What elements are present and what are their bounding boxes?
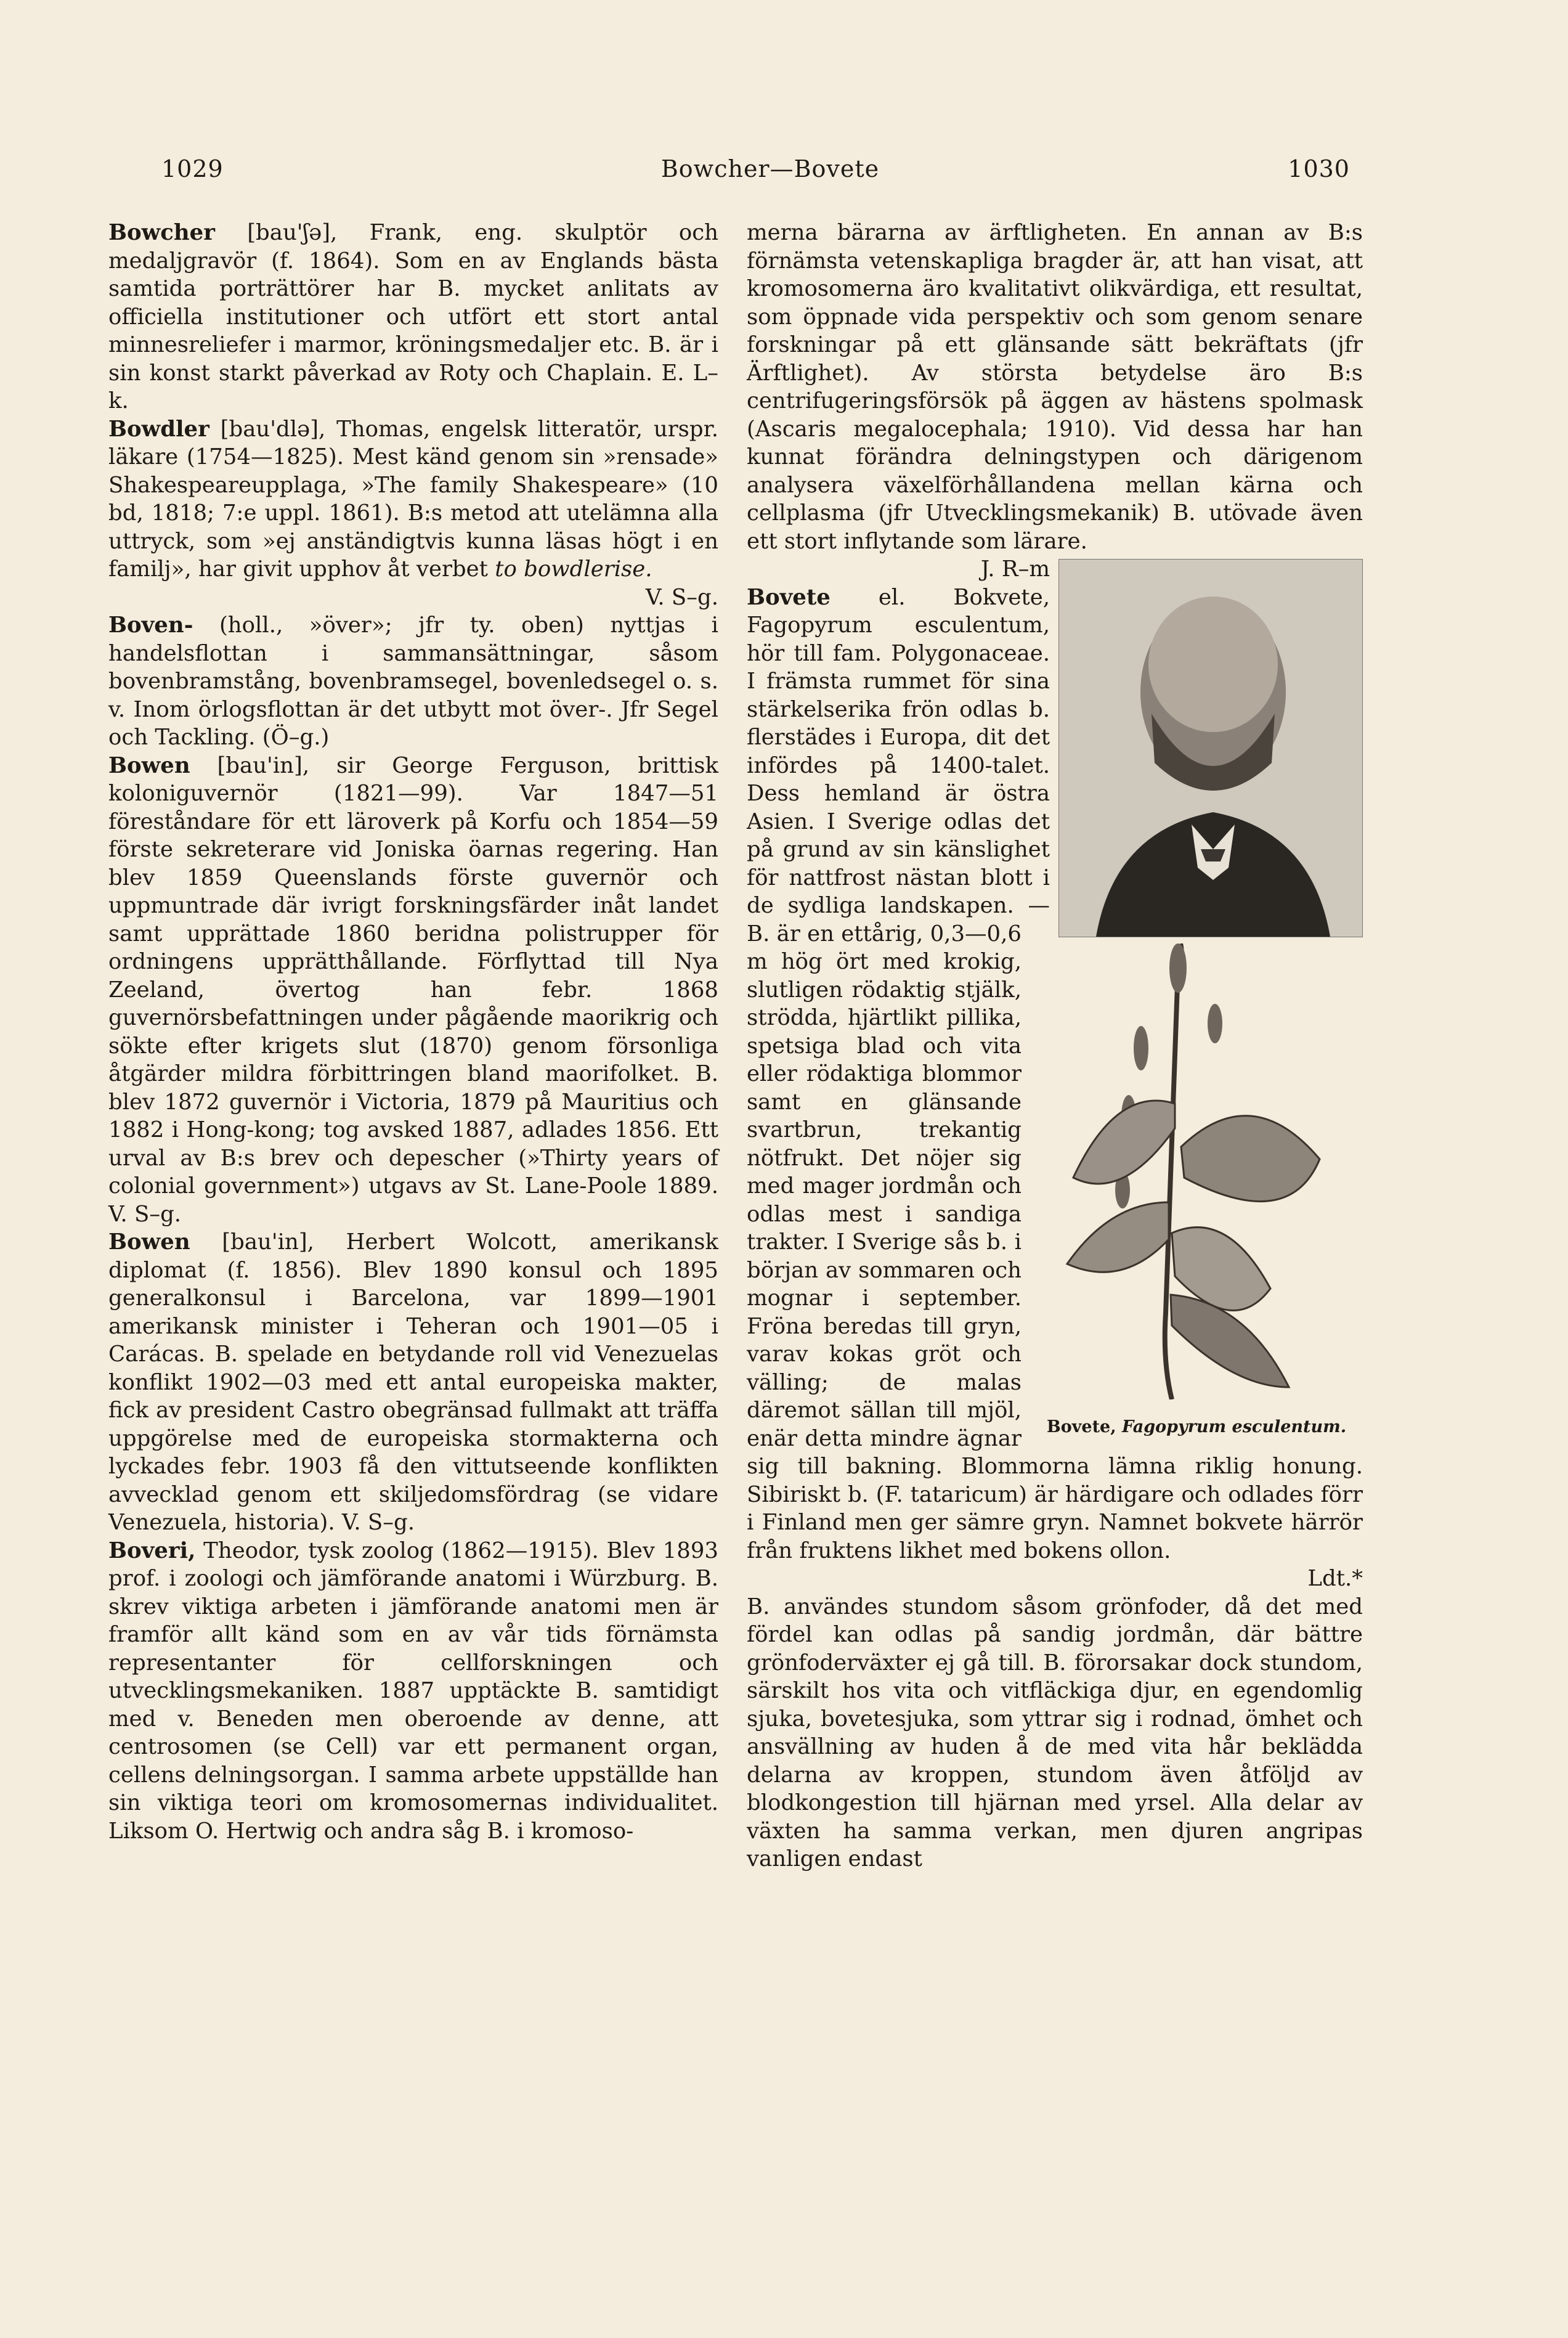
entry-text: merna bärarna av ärftligheten. En annan av B:s förnämsta vetenskapliga bragder är, att han visat, att kromosomerna äro kvalitativt olikvärdiga, ett resultat, som öppnade vida perspektiv och som genom senare forskningar på ett glänsande sätt bekräftats (jfr Ärftlighet). Av största betydelse äro B:s centrifugeringsförsök på äggen av hästens spolmask (Ascaris megalocephala; 1910). Vid dessa har han kunnat förändra delningstypen och därigenom analysera växelförhållandena mellan kärna och cellplasma (jfr Utvecklingsmekanik) B. utövade även ett stort inflytande som lärare. xyxy=(747,220,1363,554)
entry-text: (holl., »över»; jfr ty. oben) nyttjas i handelsflottan i sammansättningar, såsom bovenbramstång, bovenbramsegel, bovenledsegel o. s. v. Inom örlogsflottan är det utbytt mot över-. Jfr Segel och Tackling. xyxy=(108,613,718,750)
entry-boven xyxy=(108,611,718,752)
signature: V. S–g. xyxy=(341,1510,415,1535)
running-title: Bowcher—Bovete xyxy=(660,155,880,182)
plant-figure xyxy=(1030,943,1363,1436)
portrait-illustration xyxy=(1059,560,1362,937)
entry-boveri xyxy=(108,1537,718,1846)
caption-line-1: Bovete, xyxy=(1046,1417,1116,1436)
headword: Bowen xyxy=(108,1229,190,1255)
buckwheat-illustration xyxy=(1030,943,1363,1399)
entry-italic: to bowdlerise. xyxy=(495,556,652,582)
entry-bovete-paragraph-2 xyxy=(747,1593,1363,1873)
signature: Ldt.* xyxy=(1307,1566,1363,1591)
left-column xyxy=(108,219,718,1845)
portrait-photo xyxy=(1058,559,1363,937)
entry-text: [bau'in], sir George Ferguson, brittisk koloniguvernör (1821—99). Var 1847—51 föreståndare för ett läroverk på Korfu och 1854—59 förste sekreterare vid Joniska öarnas regering. Han blev 1859 Queenslands förste guvernör och uppmuntrade där ivrigt forskningsfärder inåt landet samt upprättade 1860 beridna polistrupper för ordningens upprätthållande. Förflyttad till Nya Zeeland, övertog han febr. 1868 guvernörsbefattningen under pågående maorikrig och sökte efter krigets slut (1870) genom försonliga åtgärder mildra förbittringen bland maorifolket. B. blev 1872 guvernör i Victoria, 1879 på Mauritius och 1882 i Hong-kong; tog avsked 1887, adlades 1856. Ett urval av B:s brev och depescher (»Thirty years of colonial government») utgavs av St. Lane-Poole 1889. xyxy=(108,752,718,1199)
entry-text: [bau'ʃə], Frank, eng. skulptör och medaljgravör (f. 1864). Som en av Englands bästa samtida porträttörer har B. mycket anlitats av officiella institutioner och utfört ett stort antal minnesreliefer i marmor, kröningsmedaljer etc. B. är i sin konst starkt påverkad av Roty och Chaplain. xyxy=(108,220,718,386)
headword: Bowdler xyxy=(108,416,209,442)
entry-bowen-herbert xyxy=(108,1228,718,1537)
entry-text: el. Bokvete, Fagopyrum esculentum, hör till fam. Polygonaceae. I främsta rummet för sina stärkelserika frön odlas b. flerstädes i Europa, dit det infördes på 1400-talet. Dess hemland är östra Asien. I Sverige odlas det på grund av sin känslighet för nattfrost nästan blott i de sydliga landskapen. — B. är en ettårig, 0,3—0,6 m hög ört med krokig, slutligen rödaktig stjälk, strödda, hjärtlikt pillika, spetsiga blad och vita eller rödaktiga blommor samt en glänsande svartbrun, trekantig nötfrukt. Det nöjer sig med mager jordmån och odlas mest i sandiga trakter. I Sverige sås b. i början av sommaren och mognar i september. Fröna beredas till gryn, varav kokas gröt och välling; de malas däremot sällan till mjöl, enär detta mindre ägnar sig till bakning. Blommorna lämna riklig honung. Sibiriskt b. (F. tataricum) är härdigare och odlades förr i Finland men ger sämre gryn. Namnet bokvete härrör från fruktens likhet med bokens ollon. xyxy=(747,584,1363,1563)
entry-bowdler xyxy=(108,415,718,612)
page-number-right: 1030 xyxy=(1288,155,1350,182)
caption-line-2: Fagopyrum esculentum. xyxy=(1122,1417,1347,1436)
signature: E. L–k. xyxy=(108,360,718,413)
headword: Bowen xyxy=(108,752,190,778)
signature: (Ö–g.) xyxy=(262,725,330,750)
signature: V. S–g. xyxy=(645,584,718,610)
entry-text: [bau'dlə], Thomas, engelsk litteratör, urspr. läkare (1754—1825). Mest känd genom sin »rensade» Shakespeareupplaga, »The family Shakespeare» (10 bd, 1818; 7:e uppl. 1861). B:s metod att utelämna alla uttryck, som »ej anständigtvis kunna läsas högt i en familj», har givit upphov åt verbet xyxy=(108,416,718,582)
right-column xyxy=(747,219,1363,1873)
entry-text: B. användes stundom såsom grönfoder, då det med fördel kan odlas på sandig jordmån, där bättre grönfoderväxter ej gå till. B. förorsakar dock stundom, särskilt hos vita och vitfläckiga djur, en egendomlig sjuka, bovetesjuka, som yttrar sig i rodnad, ömhet och ansvällning av huden å de med vita hår beklädda delarna av kroppen, stundom även åtföljd av blodkongestion till hjärnan med yrsel. Alla delar av växten ha samma verkan, men djuren angripas vanligen endast xyxy=(747,1594,1363,1872)
headword: Boven- xyxy=(108,613,193,638)
figure-caption xyxy=(1030,1418,1363,1436)
signature: V. S–g. xyxy=(108,1201,182,1227)
page-number-left: 1029 xyxy=(161,155,224,182)
entry-bowen-george xyxy=(108,752,718,1229)
entry-text: [bau'in], Herbert Wolcott, amerikansk diplomat (f. 1856). Blev 1890 konsul och 1895 generalkonsul i Barcelona, var 1899—1901 amerikansk minister i Teheran och 1901—05 i Carácas. B. spelade en betydande roll vid Venezuelas konflikt 1902—03 med ett antal europeiska makter, fick av president Castro obegränsad fullmakt att träffa uppgörelse med de europeiska stormakterna och lyckades febr. 1903 få den vittutseende konflikten avvecklad genom ett skiljedomsfördrag (se vidare Venezuela, historia). xyxy=(108,1229,718,1535)
headword: Bovete xyxy=(747,584,831,610)
signature: J. R–m xyxy=(980,556,1050,582)
headword: Bowcher xyxy=(108,220,215,245)
entry-bowcher xyxy=(108,219,718,415)
entry-boveri-continued xyxy=(747,219,1363,555)
headword: Boveri, xyxy=(108,1538,196,1563)
entry-text: Theodor, tysk zoolog (1862—1915). Blev 1893 prof. i zoologi och jämförande anatomi i Würzburg. B. skrev viktiga arbeten i jämförande anatomi men är framför allt känd som en av vår tids förnämsta representanter för cellforskningen och utvecklingsmekaniken. 1887 upptäckte B. samtidigt med v. Beneden men oberoende av denne, att centrosomen (se Cell) var ett permanent organ, cellens delningsorgan. I samma arbete uppställde han sin viktiga teori om kromosomernas individualitet. Liksom O. Hertwig och andra såg B. i kromoso- xyxy=(108,1538,718,1844)
